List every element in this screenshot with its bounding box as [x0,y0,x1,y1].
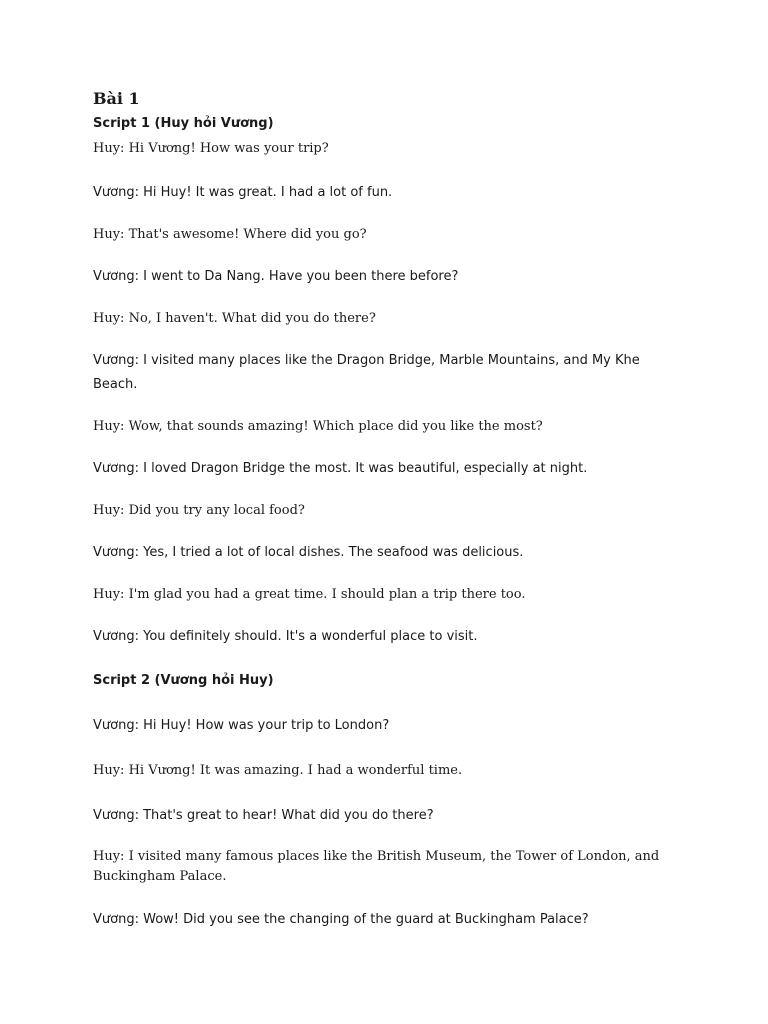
speaker-label: Vương: [93,353,139,368]
dialogue-text: Hi Huy! It was great. I had a lot of fun. [143,185,393,200]
dialogue-text: Did you try any local food? [128,503,305,518]
speaker-label: Vương: [93,718,139,733]
dialogue-line [93,225,683,245]
speaker-label: Huy: [93,849,125,864]
speaker-label: Huy: [93,503,125,518]
speaker-label: Vương: [93,185,139,200]
dialogue-text: I'm glad you had a great time. I should plan a trip there too. [128,587,526,602]
dialogue-text: That's awesome! Where did you go? [128,227,367,242]
dialogue-text: Hi Vương! It was amazing. I had a wonderful time. [128,763,463,778]
dialogue-text: I visited many places like the Dragon Bridge, Marble Mountains, and My Khe Beach. [93,353,640,392]
dialogue-line [93,349,683,397]
speaker-label: Vương: [93,545,139,560]
dialogue-line [93,501,683,521]
dialogue-line [93,139,683,159]
speaker-label: Vương: [93,912,139,927]
speaker-label: Huy: [93,763,125,778]
script-1-title: Script 1 (Huy hỏi Vương) [93,116,274,131]
dialogue-line [93,908,683,932]
dialogue-text: I loved Dragon Bridge the most. It was beautiful, especially at night. [143,461,588,476]
dialogue-text: Hi Vương! How was your trip? [128,141,329,156]
dialogue-line [93,457,683,481]
page-heading: Bài 1 [93,89,140,108]
script-2-title: Script 2 (Vương hỏi Huy) [93,673,274,688]
speaker-label: Vương: [93,629,139,644]
speaker-label: Huy: [93,587,125,602]
speaker-label: Huy: [93,311,125,326]
dialogue-text: I visited many famous places like the British Museum, the Tower of London, and Buckingham Palace. [93,849,660,884]
speaker-label: Vương: [93,269,139,284]
dialogue-text: I went to Da Nang. Have you been there before? [143,269,459,284]
dialogue-line [93,181,683,205]
dialogue-line [93,714,683,738]
dialogue-text: Hi Huy! How was your trip to London? [143,718,390,733]
speaker-label: Vương: [93,461,139,476]
dialogue-line [93,625,683,649]
dialogue-text: Yes, I tried a lot of local dishes. The seafood was delicious. [143,545,524,560]
dialogue-line [93,309,683,329]
dialogue-text: That's great to hear! What did you do there? [143,808,434,823]
dialogue-text: Wow, that sounds amazing! Which place did you like the most? [128,419,543,434]
dialogue-line [93,585,683,605]
speaker-label: Huy: [93,419,125,434]
dialogue-text: No, I haven't. What did you do there? [128,311,376,326]
dialogue-line [93,541,683,565]
dialogue-line [93,804,683,828]
dialogue-line [93,265,683,289]
speaker-label: Huy: [93,141,125,156]
dialogue-line [93,417,683,437]
dialogue-text: You definitely should. It's a wonderful place to visit. [143,629,478,644]
dialogue-line [93,847,683,887]
speaker-label: Huy: [93,227,125,242]
dialogue-line [93,761,683,781]
speaker-label: Vương: [93,808,139,823]
dialogue-text: Wow! Did you see the changing of the guard at Buckingham Palace? [143,912,589,927]
